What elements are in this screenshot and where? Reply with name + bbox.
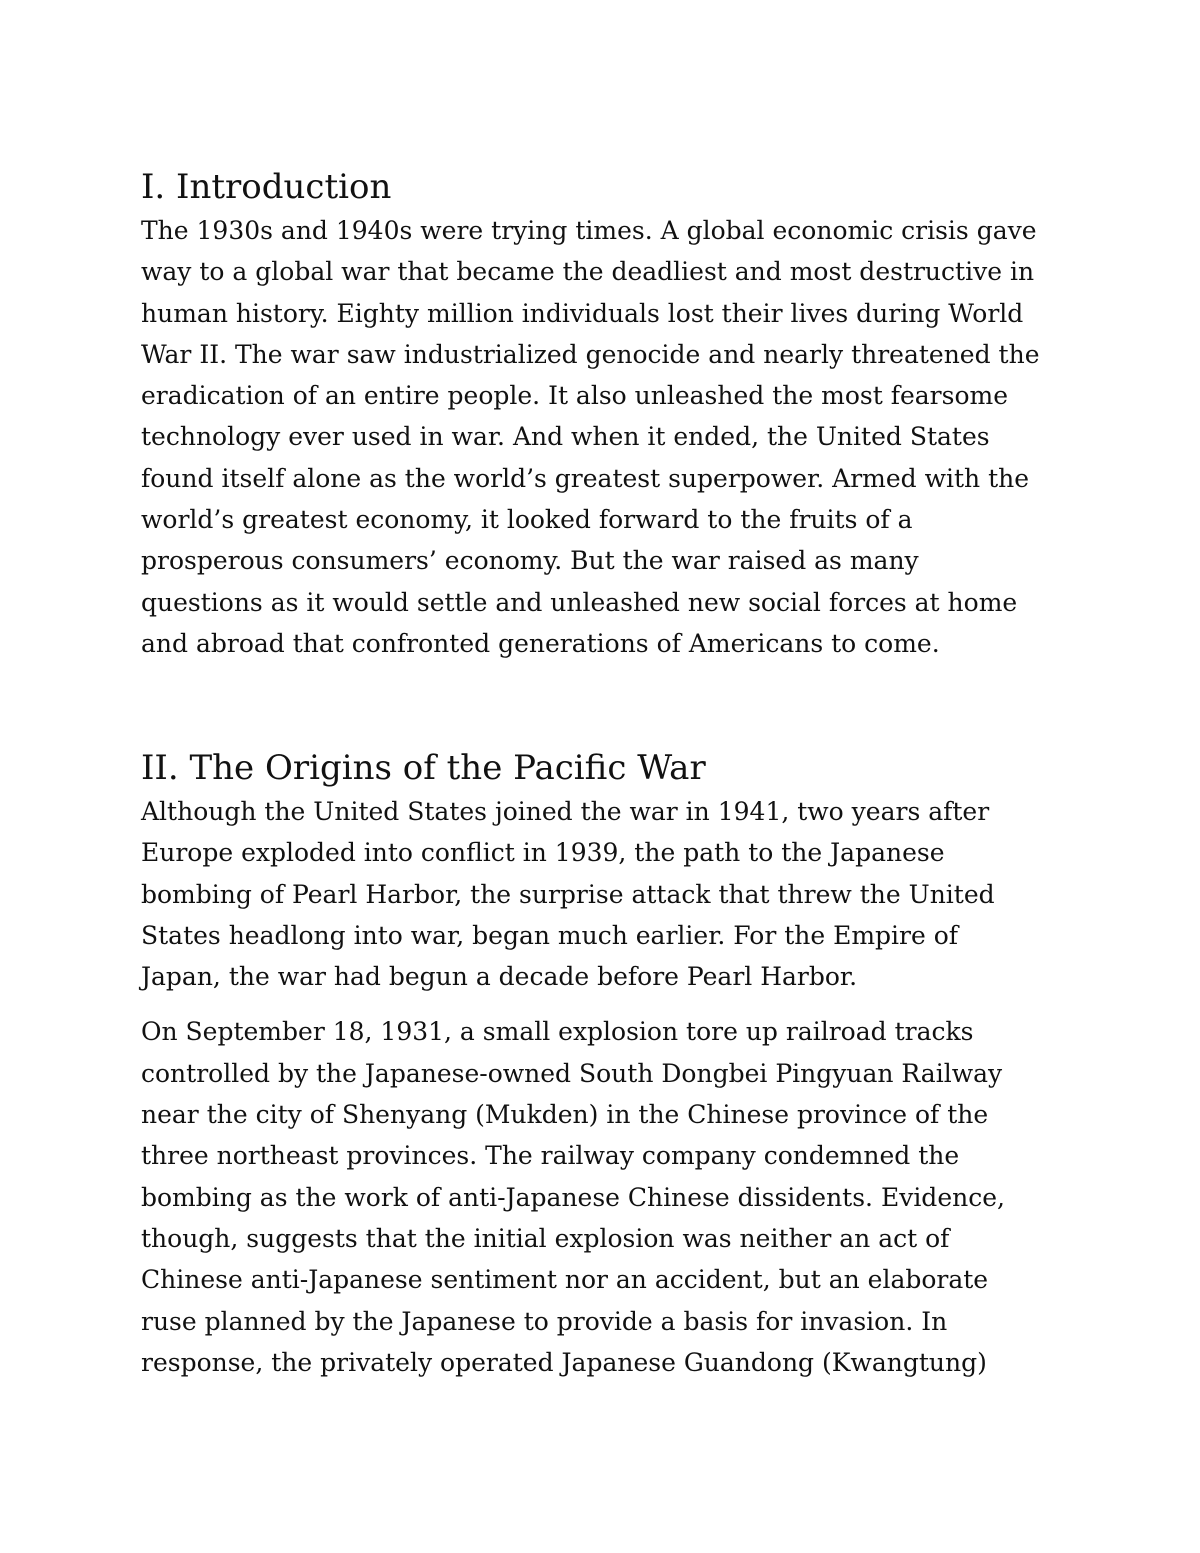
text-line: and abroad that confronted generations of Americans to come. [141, 628, 940, 658]
text-line: world’s greatest economy, it looked forward to the fruits of a [141, 505, 913, 535]
text-line: human history. Eighty million individuals lost their lives during World [141, 298, 1024, 328]
text-line: found itself alone as the world’s greatest superpower. Armed with the [141, 463, 1030, 493]
text-line: Although the United States joined the war in 1941, two years after [141, 797, 990, 826]
text-line: questions as it would settle and unleashed new social forces at home [141, 587, 1018, 617]
text-line: On September 18, 1931, a small explosion tore up railroad tracks [141, 1017, 974, 1047]
text-line: technology ever used in war. And when it ended, the United States [141, 422, 990, 452]
text-line: bombing of Pearl Harbor, the surprise attack that threw the United [141, 879, 995, 909]
text-line: three northeast provinces. The railway company condemned the [141, 1141, 960, 1171]
section-heading: I. Introduction [141, 167, 392, 207]
text-line: bombing as the work of anti-Japanese Chinese dissidents. Evidence, [141, 1182, 1005, 1212]
text-line: Europe exploded into conflict in 1939, the path to the Japanese [141, 838, 945, 868]
section-origins-pacific-war [141, 745, 1066, 1383]
text-line: way to a global war that became the deadliest and most destructive in [141, 257, 1035, 287]
text-line: controlled by the Japanese-owned South Dongbei Pingyuan Railway [141, 1058, 1003, 1088]
text-line: response, the privately operated Japanese Guandong (Kwangtung) [141, 1347, 987, 1377]
paragraph [141, 791, 1066, 997]
text-line: prosperous consumers’ economy. But the war raised as many [141, 546, 919, 576]
text-line: States headlong into war, began much earlier. For the Empire of [141, 920, 959, 950]
text-line: Japan, the war had begun a decade before Pearl Harbor. [141, 962, 858, 992]
text-line: though, suggests that the initial explosion was neither an act of [141, 1223, 950, 1253]
paragraph [141, 210, 1066, 664]
paragraph [141, 1011, 1066, 1383]
section-introduction [141, 164, 1066, 664]
section-heading: II. The Origins of the Pacific War [141, 748, 706, 788]
text-line: The 1930s and 1940s were trying times. A global economic crisis gave [141, 216, 1037, 245]
text-line: eradication of an entire people. It also unleashed the most fearsome [141, 381, 1008, 411]
text-line: Chinese anti-Japanese sentiment nor an accident, but an elaborate [141, 1265, 989, 1295]
text-line: War II. The war saw industrialized genocide and nearly threatened the [141, 339, 1040, 369]
text-line: ruse planned by the Japanese to provide a basis for invasion. In [141, 1306, 948, 1336]
text-line: near the city of Shenyang (Mukden) in the Chinese province of the [141, 1100, 989, 1130]
